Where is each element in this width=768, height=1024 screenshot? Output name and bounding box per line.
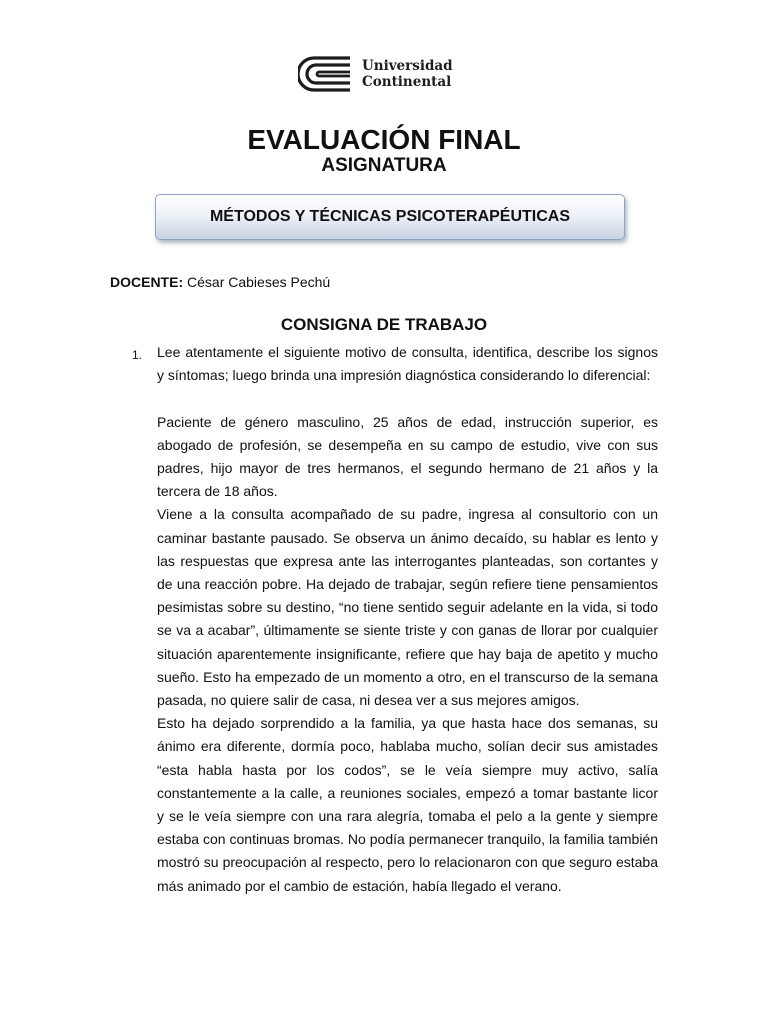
logo-line-continental: Continental (362, 74, 452, 90)
university-logo (298, 54, 458, 96)
case-paragraph-1: Paciente de género masculino, 25 años de edad, instrucción superior, es abogado de profesión, se desempeña en su campo de estudio, vive con sus padres, hijo mayor de tres hermanos, el segundo hermano de 21 años y la tercera de 18 años. (157, 413, 658, 500)
course-banner (155, 194, 625, 240)
document-subtitle: ASIGNATURA (321, 155, 447, 176)
continental-c-logo-icon (298, 54, 354, 94)
section-title: CONSIGNA DE TRABAJO (280, 315, 488, 334)
case-paragraph-2: Viene a la consulta acompañado de su padre, ingresa al consultorio con un caminar bastante pausado. Se observa un ánimo decaído, su hablar es lento y las respuestas que expresa ante las interrogantes planteadas, son cortantes y de una reacción pobre. Ha dejado de trabajar, según refiere tiene pensamientos pesimistas sobre su destino, “no tiene sentido seguir adelante en la vida, si todo se va a acabar”, últimamente se siente triste y con ganas de llorar por cualquier situación aparentemente insignificante, refiere que hay baja de apetito y mucho sueño. Esto ha empezado de un momento a otro, en el transcurso de la semana pasada, no quiere salir de casa, ni desea ver a sus mejores amigos. (157, 506, 658, 709)
case-paragraph-3: Esto ha dejado sorprendido a la familia, ya que hasta hace dos semanas, su ánimo era diferente, dormía poco, hablaba mucho, solían decir sus amistades “esta habla hasta por los codos”, se le veía siempre muy activo, salía constantemente a la calle, a reuniones sociales, empezó a tomar bastante licor y se le veía siempre con una rara alegría, tomaba el pelo a la gente y siempre estaba con continuas bromas. No podía permanecer tranquilo, la familia también mostró su preocupación al respecto, pero lo relacionaron con que seguro estaba más animado por el cambio de estación, había llegado el verano. (157, 715, 658, 894)
item-instruction: Lee atentamente el siguiente motivo de consulta, identifica, describe los signos y síntomas; luego brinda una impresión diagnóstica considerando lo diferencial: (157, 344, 658, 384)
logo-text (362, 58, 453, 90)
teacher-label: DOCENTE: (110, 274, 184, 290)
logo-line-universidad: Universidad (362, 58, 453, 74)
item-content (157, 341, 658, 898)
item-number: 1. (132, 348, 143, 362)
teacher-line (110, 273, 330, 291)
document-title: EVALUACIÓN FINAL (247, 124, 521, 155)
teacher-name: César Cabieses Pechú (187, 274, 331, 290)
course-name: MÉTODOS Y TÉCNICAS PSICOTERAPÉUTICAS (209, 208, 571, 225)
